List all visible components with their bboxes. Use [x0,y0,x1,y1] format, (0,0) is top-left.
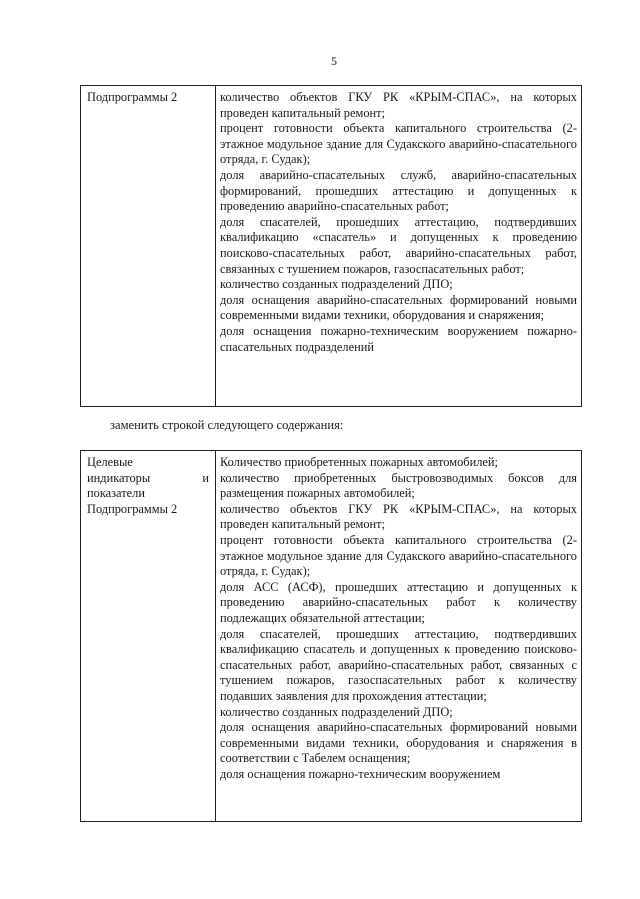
row-label-word: и [202,470,209,485]
row-label-line: показатели [87,486,145,501]
indicator-item: количество приобретенных быстровозводимых боксов для размещения пожарных автомобилей; [220,470,577,501]
indicator-item: доля оснащения пожарно-техническим вооружением пожарно-спасательных подразделений [220,323,577,354]
indicator-item: доля спасателей, прошедших аттестацию, подтвердивших квалификацию спасатель и допущенных к проведению поисково-спасательных работ, аварийно-спасательных работ, связанных с тушением пожаров, газоспасательных работ к количеству подавших заявления для прохождения аттестации; [220,626,577,703]
row-label-line: Подпрограммы 2 [87,501,178,516]
indicator-item: доля оснащения аварийно-спасательных формирований новыми современными видами техники, оборудования и снаряжения; [220,292,577,323]
row-label: Подпрограммы 2 [87,90,178,104]
table-row [81,86,582,407]
table-row [81,451,582,822]
indicator-item: доля оснащения пожарно-техническим вооружением [220,766,501,781]
row-label-cell [81,451,216,822]
row-label-line [87,471,209,487]
row-label-word: индикаторы [87,470,151,485]
row-label-cell [81,86,216,407]
old-indicators-table [80,85,582,407]
indicator-item: процент готовности объекта капитального строительства (2-этажное модульное здание для Судакского аварийно-спасательного отряда, г. Судак); [220,532,577,579]
indicator-item: количество объектов ГКУ РК «КРЫМ-СПАС», на которых проведен капитальный ремонт; [220,90,577,120]
new-indicators-table [80,450,582,822]
indicator-item: доля спасателей, прошедших аттестацию, подтвердивших квалификацию «спасатель» и допущенных к проведению поисково-спасательных работ, аварийно-спасательных работ, связанных с тушением пожаров, газоспасательных работ; [220,214,577,276]
indicator-item: количество объектов ГКУ РК «КРЫМ-СПАС», на которых проведен капитальный ремонт; [220,501,577,532]
indicator-item: доля оснащения аварийно-спасательных формирований новыми современными видами техники, оборудования и снаряжения в соответствии с Табелем оснащения; [220,720,577,766]
row-label-line: Целевые [87,455,133,469]
indicator-item: доля аварийно-спасательных служб, аварийно-спасательных формирований, прошедших аттестацию и допущенных к проведению аварийно-спасательных работ; [220,167,577,214]
indicator-item: количество созданных подразделений ДПО; [220,704,453,719]
indicator-item: доля АСС (АСФ), прошедших аттестацию и допущенных к проведению аварийно-спасательных работ к количеству подлежащих обязательной аттестации; [220,579,577,625]
indicator-item: количество созданных подразделений ДПО; [220,277,453,292]
replace-instruction: заменить строкой следующего содержания: [110,418,344,432]
indicators-cell [216,86,582,407]
indicators-cell [216,451,582,822]
indicator-item: процент готовности объекта капитального строительства (2-этажное модульное здание для Судакского аварийно-спасательного отряда, г. Судак); [220,121,577,167]
page-number: 5 [331,54,337,68]
indicator-item: Количество приобретенных пожарных автомобилей; [220,455,498,469]
